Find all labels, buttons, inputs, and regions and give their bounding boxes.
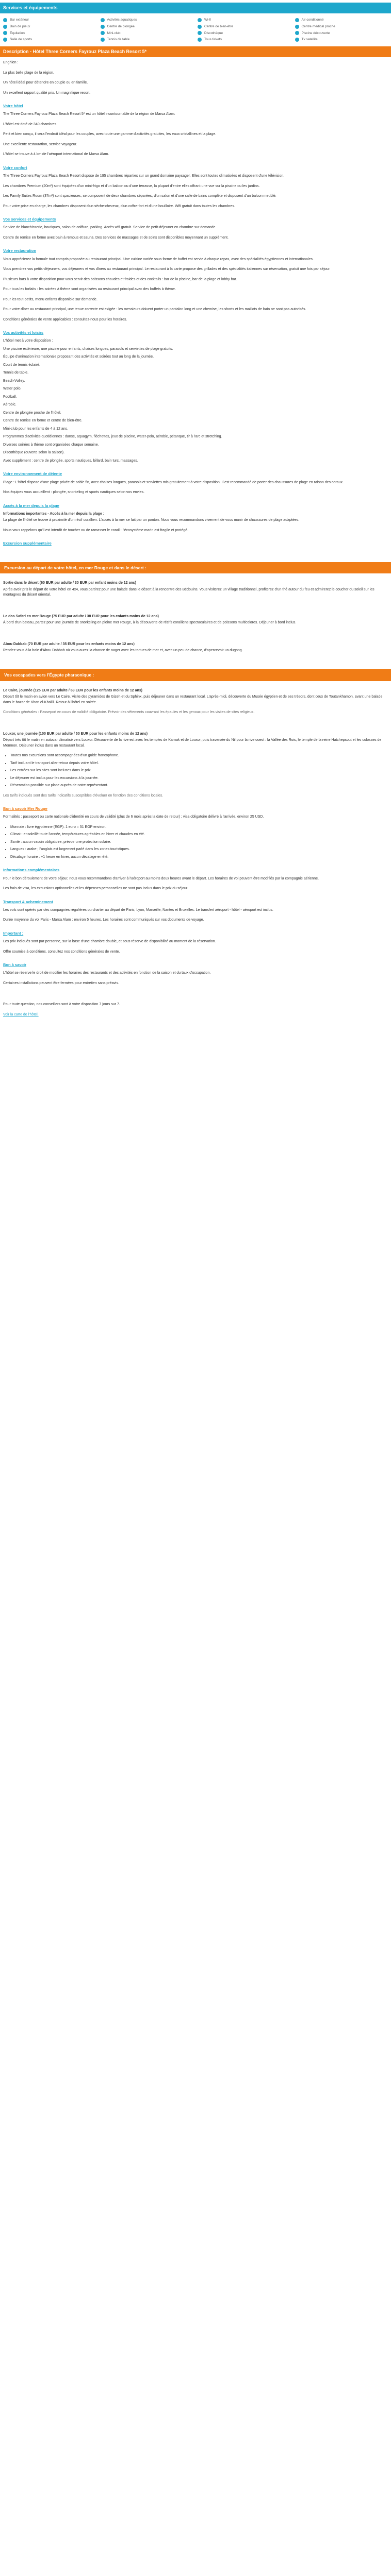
service-item xyxy=(295,37,388,42)
activity-item: Water polo. xyxy=(3,387,22,391)
excursion-text: Après avoir pris le départ de votre hôtel en 4x4, vous partirez pour une balade dans le désert à la rencontre des Bédouins. Vous visiterez un village traditionnel, profiterez d'un thé autour du feu et admirerez le coucher du soleil sur les montagnes du désert oriental. xyxy=(3,587,374,597)
good-to-know-item: • Climat : ensoleillé toute l'année, températures agréables en hiver et chaudes en été. xyxy=(10,832,388,838)
activity-item: Diverses soirées à thème sont organisées chaque semaine. xyxy=(3,443,99,447)
service-icon xyxy=(3,31,7,35)
egypt-banner-text: Vos escapades vers l'Égypte pharaonique : xyxy=(4,672,94,677)
transport-text: Durée moyenne du vol Paris - Marsa Alam : environ 5 heures. Les horaires sont communiqués sur vos documents de voyage. xyxy=(3,918,204,922)
services-text: Service de blanchisserie, boutiques, salon de coiffure, parking. Accès wifi gratuit. Service de petit-déjeuner en chambre sur demande. xyxy=(3,226,217,230)
good-to-know-item: • Langues : arabe ; l'anglais est largement parlé dans les zones touristiques. xyxy=(10,847,388,853)
excursion-text: Départ tôt le matin en avion vers Le Caire. Visite des pyramides de Gizeh et du Sphinx, puis déjeuner dans un restaurant local. L'après-midi, découverte du Musée égyptien et de ses trésors, dont ceux de Toutankhamon, avant une balade dans le bazar de Khan el-Khalili. Retour à l'hôtel en soirée. xyxy=(3,695,383,704)
service-item xyxy=(101,18,194,23)
extra-text: Certaines installations peuvent être fermées pour entretien sans préavis. xyxy=(3,981,119,985)
desc-line: Un hôtel idéal pour détendre en couple ou en famille. xyxy=(3,81,88,84)
hotel-text: L'hôtel est doté de 340 chambres. xyxy=(3,122,58,126)
service-icon xyxy=(101,31,105,35)
good-to-know-intro: Formalités : passeport ou carte nationale d'identité en cours de validité (plus de 6 mois après la date de retour) ; visa obligatoire délivré à l'arrivée, environ 25 USD. xyxy=(3,815,264,819)
excursions-banner-text: Excursion au départ de votre hôtel, en mer Rouge et dans le désert : xyxy=(4,565,146,570)
comfort-text: Les chambres Premium (20m²) sont équipées d'un mini-frigo et d'un balcon ou d'une terrasse, la plupart d'entre elles offrant une vue sur la piscine ou les jardins. xyxy=(3,184,260,188)
important-heading: Important : xyxy=(3,930,24,936)
service-icon xyxy=(295,25,299,29)
extra-text: L'hôtel se réserve le droit de modifier les horaires des restaurants et des activités en fonction de la saison et du taux d'occupation. xyxy=(3,971,211,975)
excursion-title: Le dos Safari en mer Rouge (75 EUR par adulte / 38 EUR pour les enfants moins de 12 ans) xyxy=(3,614,159,618)
service-label: Équitation xyxy=(10,31,25,35)
service-label: Wi-fi xyxy=(204,18,211,22)
situation-label: Enghien : xyxy=(3,61,19,64)
service-label: Activités aquatiques xyxy=(107,18,137,22)
excursion-title: Le Caire, journée (125 EUR par adulte / 63 EUR pour les enfants moins de 12 ans) xyxy=(3,688,142,692)
excursion-heading: Excursion supplémentaire xyxy=(3,541,52,546)
service-item xyxy=(295,24,388,29)
page xyxy=(0,0,391,1018)
comfort-text: The Three Corners Fayrouz Plaza Beach Resort dispose de 195 chambres réparties sur un grand domaine paysager. Elles sont toutes climatisées et disposent d'une télévision. xyxy=(3,174,285,178)
service-icon xyxy=(295,38,299,42)
restaurant-text: Pour votre dîner au restaurant principal, une tenue correcte est exigée : les messieurs doivent porter un pantalon long et une chemise, les shorts et les maillots de bain ne sont pas autorisés. xyxy=(3,308,306,311)
activity-item: L'hôtel met à votre disposition : xyxy=(3,339,53,343)
service-item xyxy=(198,18,291,23)
environment-text: Nos équipes vous accueillent : plongée, snorkeling et sports nautiques selon vos envies. xyxy=(3,490,144,494)
info-text: Les frais de visa, les excursions optionnelles et les dépenses personnelles ne sont pas inclus dans le prix du séjour. xyxy=(3,887,188,890)
info-heading: Informations complémentaires xyxy=(3,868,60,873)
activity-item: Beach-Volley. xyxy=(3,379,25,383)
restaurant-text: Vous apprécierez la formule tout compris proposée au restaurant principal. Une cuisine variée sous forme de buffet est servie à chaque repas, avec des spécialités égyptiennes et internationales. xyxy=(3,257,314,261)
access-label: Informations importantes - Accès à la mer depuis la plage : xyxy=(3,512,105,516)
description-content xyxy=(0,57,391,547)
activity-item: Programmes d'activités quotidiennes : danse, aquagym, fléchettes, jeux de piscine, water-polo, aérobic, pétanque, tir à l'arc et stretching. xyxy=(3,435,222,439)
excursion-title: Louxor, une journée (100 EUR par adulte / 50 EUR pour les enfants moins de 12 ans) xyxy=(3,732,148,736)
info-item: • Le déjeuner est inclus pour les excursions à la journée. xyxy=(10,776,388,782)
activity-item: Tennis de table. xyxy=(3,371,29,375)
access-text: Nous vous rappelons qu'il est interdit de toucher ou de ramasser le corail : l'écosystème marin est fragile et protégé. xyxy=(3,528,189,532)
service-label: Tennis de table xyxy=(107,38,130,42)
services-heading: Vos services et équipements xyxy=(3,217,56,222)
excursion-text: Départ très tôt le matin en autocar climatisé vers Louxor. Découverte de la rive est avec les temples de Karnak et de Louxor, puis traversée du Nil pour la rive ouest : la Vallée des Rois, le temple de la reine Hatchepsout et les colosses de Memnon. Déjeuner inclus dans un restaurant local. xyxy=(3,738,382,748)
restaurant-text: Pour les tout-petits, menu enfants disponible sur demande. xyxy=(3,297,97,301)
activity-item: Centre de remise en forme et centre de bien-être. xyxy=(3,419,83,423)
info-item: • Réservation possible sur place auprès de notre représentant. xyxy=(10,783,388,789)
service-label: Tv satellite xyxy=(301,38,318,42)
egypt-banner xyxy=(0,669,391,681)
services-text: Centre de remise en forme avec bain à remous et sauna. Des services de massages et de soins sont disponibles moyennant un supplément. xyxy=(3,235,229,240)
service-icon xyxy=(3,18,7,22)
activities-list xyxy=(3,338,388,456)
activity-item: Une piscine extérieure, une piscine pour enfants, chaises longues, parasols et serviettes de plage gratuits. xyxy=(3,347,173,351)
service-label: Centre médical proche xyxy=(301,24,335,28)
comfort-text: Pour votre prise en charge, les chambres disposent d'un sèche-cheveux, d'un coffre-fort et d'une bouilloire. Wifi gratuit dans toutes les chambres. xyxy=(3,204,235,208)
service-label: Centre de plongée xyxy=(107,24,135,28)
activity-item: Court de tennis éclairé. xyxy=(3,363,40,367)
good-to-know-heading: Bon à savoir Mer Rouge xyxy=(3,806,47,811)
important-text: Offre soumise à conditions, consultez nos conditions générales de vente. xyxy=(3,950,120,954)
service-item xyxy=(3,37,96,42)
good-to-know-list xyxy=(3,825,388,860)
hotel-text: Petit et bien conçu, il sera l'endroit idéal pour les couples, avec toute une gamme d'activités gratuites, les eaux cristallines et la plage. xyxy=(3,132,217,137)
service-icon xyxy=(198,31,202,35)
service-icon xyxy=(295,31,299,35)
excursion-title: Sortie dans le désert (60 EUR par adulte / 30 EUR par enfant moins de 12 ans) xyxy=(3,581,136,585)
excursion-note: Conditions générales : Passeport en cours de validité obligatoire. Prévoir des vêtements couvrant les épaules et les genoux pour les visites de sites religieux. xyxy=(3,710,255,714)
egypt-content xyxy=(0,685,391,1018)
description-header xyxy=(0,46,391,57)
service-item xyxy=(198,24,291,29)
service-item xyxy=(101,24,194,29)
desc-line: Un excellent rapport qualité prix. Un magnifique resort. xyxy=(3,91,91,95)
desc-line: La plus belle plage de la région. xyxy=(3,71,54,75)
hotel-heading: Votre hôtel xyxy=(3,104,23,108)
comfort-text: Les Family Suites Room (37m²) sont spacieuses, se composent de deux chambres séparées, d'un salon et d'une salle de bains complète et disposent d'un balcon meublé. xyxy=(3,194,276,198)
service-icon xyxy=(3,25,7,29)
hotel-text: L'hôtel se trouve à 4 km de l'aéroport international de Marsa Alam. xyxy=(3,152,109,157)
restaurant-text: Plusieurs bars à votre disposition pour vous servir des boissons chaudes et froides et des cocktails : bar de la piscine, bar de la plage et lobby bar. xyxy=(3,277,237,281)
activities-heading: Vos activités et loisirs xyxy=(3,330,44,335)
hotel-map-link[interactable]: Voir la carte de l'hôtel. xyxy=(3,1012,39,1016)
access-text: La plage de l'hôtel se trouve à proximité d'un récif corallien. L'accès à la mer se fait par un ponton. Nous vous recommandons vivement de vous munir de chaussures de plage adaptées. xyxy=(3,518,300,522)
service-item xyxy=(3,31,96,36)
activity-item: Centre de plongée proche de l'hôtel. xyxy=(3,411,61,415)
activity-item: Équipe d'animation internationale proposant des activités et soirées tout au long de la journée. xyxy=(3,355,154,359)
transport-text: Les vols sont opérés par des compagnies régulières ou charter au départ de Paris, Lyon, Marseille, Nantes et Bruxelles. Le transfert aéroport - hôtel - aéroport est inclus. xyxy=(3,908,273,912)
service-item xyxy=(295,18,388,23)
restaurant-text: Vous prendrez vos petits-déjeuners, vos déjeuners et vos dîners au restaurant principal. Le restaurant à la carte propose des grillades et des spécialités italiennes sur réservation, gratuit une fois par séjour. xyxy=(3,267,331,271)
services-title: Services et équipements xyxy=(3,5,58,10)
important-text: Les prix indiqués sont par personne, sur la base d'une chambre double, et sous réserve de disponibilité au moment de la réservation. xyxy=(3,940,216,943)
service-item xyxy=(3,24,96,29)
extra-heading: Bon à savoir xyxy=(3,962,27,967)
environment-heading: Votre environnement de détente xyxy=(3,471,62,477)
description-title: Description - Hôtel Three Corners Fayrouz Plaza Beach Resort 5* xyxy=(3,49,147,54)
restaurant-text: Pour tous les forfaits : les soirées à thème sont organisées au restaurant principal avec des buffets à thème. xyxy=(3,287,176,291)
service-icon xyxy=(3,38,7,42)
hotel-text: The Three Corners Fayrouz Plaza Beach Resort 5* est un hôtel incontournable de la région de Marsa Alam. xyxy=(3,112,175,116)
service-label: Discothèque xyxy=(204,31,223,35)
transport-heading: Transport & acheminement xyxy=(3,899,53,904)
activity-item: Discothèque (ouverte selon la saison). xyxy=(3,451,65,455)
service-label: Bain de pieux xyxy=(10,24,30,28)
service-label: Air conditionné xyxy=(301,18,324,22)
info-item: • Tarif incluant le transport aller-retour depuis votre hôtel. xyxy=(10,761,388,767)
comfort-heading: Votre confort xyxy=(3,165,27,170)
restaurant-text: Conditions générales de vente applicables : consultez-nous pour les horaires. xyxy=(3,317,127,321)
excursion-title: Abou Dabbab (70 EUR par adulte / 35 EUR pour les enfants moins de 12 ans) xyxy=(3,642,135,646)
activity-item: Mini-club pour les enfants de 4 à 12 ans. xyxy=(3,427,69,431)
service-icon xyxy=(198,38,202,42)
excursion-text: Rendez-vous à la baie d'Abou Dabbab où vous aurez la chance de nager avec les tortues de mer et, avec un peu de chance, d'apercevoir un dugong. xyxy=(3,649,243,653)
environment-text: Plage : L'hôtel dispose d'une plage privée de sable fin, avec chaises longues, parasols et serviettes mis gratuitement à votre disposition. Il est recommandé de porter des chaussures de plage en raison des coraux. xyxy=(3,480,344,484)
restaurant-heading: Votre restauration xyxy=(3,248,37,253)
activity-item: Football. xyxy=(3,395,17,399)
service-icon xyxy=(101,38,105,42)
access-heading: Accès à la mer depuis la plage xyxy=(3,503,59,508)
service-item xyxy=(198,37,291,42)
contact-text: Pour toute question, nos conseillers sont à votre disposition 7 jours sur 7. xyxy=(3,1003,120,1007)
service-icon xyxy=(295,18,299,22)
service-item xyxy=(101,37,194,42)
excursions-content xyxy=(0,578,391,654)
service-icon xyxy=(198,18,202,22)
good-to-know-item: • Décalage horaire : +1 heure en hiver, aucun décalage en été. xyxy=(10,855,388,860)
services-header xyxy=(0,3,391,13)
info-item: • Les entrées sur les sites sont incluses dans le prix. xyxy=(10,768,388,774)
activity-item: Aérobic. xyxy=(3,403,17,407)
services-grid xyxy=(0,13,391,46)
service-label: Tous tickets xyxy=(204,38,222,42)
service-icon xyxy=(198,25,202,29)
excursion-note: Les tarifs indiqués sont des tarifs indicatifs susceptibles d'évoluer en fonction des conditions locales. xyxy=(3,793,164,798)
service-label: Centre de bien-être xyxy=(204,24,234,28)
service-label: Bar extérieur xyxy=(10,18,29,22)
info-item: • Toutes nos excursions sont accompagnées d'un guide francophone. xyxy=(10,753,388,759)
service-label: Salle de sports xyxy=(10,38,32,42)
activities-text: Avec supplément : centre de plongée, sports nautiques, billard, bain turc, massages. xyxy=(3,459,138,463)
service-label: Piscine découverte xyxy=(301,31,330,35)
service-label: Mini-club xyxy=(107,31,121,35)
excursions-banner xyxy=(0,562,391,574)
service-icon xyxy=(101,18,105,22)
excursion-info-list xyxy=(3,753,388,789)
good-to-know-item: • Santé : aucun vaccin obligatoire, prévoir une protection solaire. xyxy=(10,840,388,845)
service-icon xyxy=(101,25,105,29)
service-item xyxy=(198,31,291,36)
good-to-know-item: • Monnaie : livre égyptienne (EGP). 1 euro = 51 EGP environ. xyxy=(10,825,388,831)
excursion-text: À bord d'un bateau, partez pour une journée de snorkeling en pleine mer Rouge, à la découverte de récifs coralliens spectaculaires et de poissons multicolores. Déjeuner à bord inclus. xyxy=(3,621,297,625)
service-item xyxy=(295,31,388,36)
info-text: Pour le bon déroulement de votre séjour, nous vous recommandons d'arriver à l'aéroport au moins deux heures avant le départ. Les horaires de vol peuvent être modifiés par la compagnie aérienne. xyxy=(3,876,319,880)
hotel-text: Une excellente restauration, service voyageur. xyxy=(3,142,77,146)
service-item xyxy=(101,31,194,36)
service-item xyxy=(3,18,96,23)
